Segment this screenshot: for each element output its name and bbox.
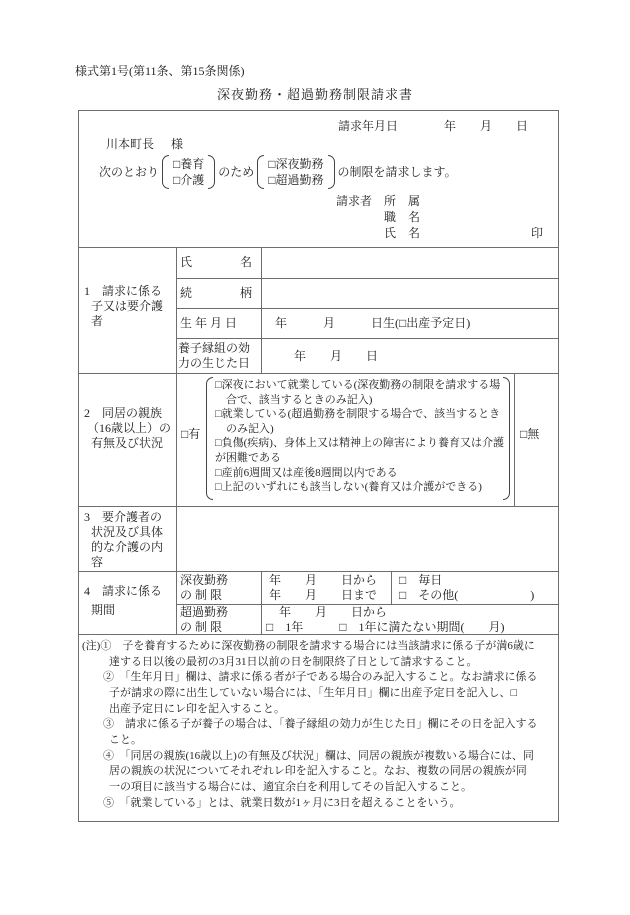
section1-label-line: 子又は要介護 bbox=[91, 299, 164, 313]
overtime-period-from[interactable]: 年 月 日から bbox=[279, 605, 388, 619]
section4-label-line: 期間 bbox=[91, 603, 116, 617]
relationship-input-area[interactable] bbox=[262, 279, 557, 307]
form-body-box bbox=[78, 110, 559, 822]
relative-status-options bbox=[215, 378, 509, 495]
addressee: 川本町長 bbox=[106, 137, 155, 151]
option-working-wrap: のみ記入) bbox=[226, 422, 274, 435]
request-sentence bbox=[99, 155, 457, 189]
birthdate-field-label: 生 年 月 日 bbox=[180, 316, 238, 330]
late-night-period-from[interactable]: 年 月 日から bbox=[269, 573, 378, 587]
late-night-period-to[interactable]: 年 月 日まで bbox=[269, 588, 378, 602]
section1-label-line: 1 請求に係る bbox=[84, 284, 163, 298]
adoption-date-field-label-line: 力の生じた日 bbox=[178, 356, 251, 370]
option-working-checkbox[interactable]: □就業している(超過勤務を制限する場合で、該当するとき bbox=[215, 408, 501, 421]
late-night-limit-label-line: 深夜勤務 bbox=[180, 573, 229, 587]
left-paren-icon bbox=[257, 155, 264, 189]
note-line: ⑤ 「就業している」とは、就業日数が1ヶ月に3日を超えることをいう。 bbox=[103, 797, 461, 809]
note-line: 一の項目に該当する場合には、適宜余白を利用してその旨記入すること。 bbox=[109, 781, 472, 793]
note-line: ② 「生年月日」欄は、請求に係る者が子である場合のみ記入すること。なお請求に係る bbox=[103, 671, 538, 683]
name-field-label: 氏 名 bbox=[180, 255, 253, 269]
restriction-options-group bbox=[257, 155, 334, 189]
right-paren-icon bbox=[328, 155, 335, 189]
section3-label-line: 状況及び具体 bbox=[91, 525, 164, 539]
note-line: 達する日以後の最初の3月31日以前の日を制限終了日として請求すること。 bbox=[109, 656, 478, 668]
frequency-other-checkbox[interactable]: □ その他( ) bbox=[399, 588, 535, 602]
left-paren-icon bbox=[162, 155, 169, 189]
right-paren-icon bbox=[208, 155, 215, 189]
section1-label-line: 者 bbox=[91, 314, 104, 328]
overtime-limit-label-line: 超過勤務 bbox=[180, 605, 229, 619]
addressee-honorific: 様 bbox=[171, 137, 184, 151]
note-line: ④ 「同居の親族(16歳以上)の有無及び状況」欄は、同居の親族が複数いる場合には、同 bbox=[103, 750, 534, 762]
option-none-of-above-checkbox[interactable]: □上記のいずれにも該当しない(養育又は介護ができる) bbox=[215, 481, 482, 494]
late-night-limit-label-line: の 制 限 bbox=[180, 588, 223, 602]
sentence-suffix: の制限を請求します。 bbox=[337, 164, 457, 179]
note-line: ③ 請求に係る子が養子の場合は、「養子縁組の効力が生じた日」欄にその日を記入する bbox=[103, 718, 538, 730]
option-night-working-checkbox[interactable]: □深夜において就業している(深夜勤務の制限を請求する場 bbox=[215, 379, 501, 391]
birthdate-field-value[interactable]: 年 月 日生(□出産予定日) bbox=[275, 316, 471, 330]
divider bbox=[79, 373, 558, 374]
note-line: 居の親族の状況についてそれぞれレ印を記入すること。なお、複数の同居の親族が同 bbox=[109, 765, 527, 777]
section3-label-line: 3 要介護者の bbox=[84, 510, 163, 524]
section2-label-line: 2 同居の親族 bbox=[84, 406, 163, 420]
frequency-daily-checkbox[interactable]: □ 毎日 bbox=[399, 573, 443, 587]
seal-label: 印 bbox=[531, 226, 544, 240]
form-title: 深夜勤務・超過勤務制限請求書 bbox=[216, 87, 413, 102]
restriction-checkbox-late-night[interactable]: □深夜勤務 bbox=[268, 157, 324, 171]
adoption-date-field-label-line: 養子縁組の効 bbox=[178, 341, 251, 355]
divider bbox=[79, 571, 558, 572]
requester-name-label: 氏 名 bbox=[384, 226, 421, 240]
requester-affiliation-label: 請求者 所 属 bbox=[336, 194, 421, 208]
divider bbox=[176, 338, 558, 339]
form-number: 様式第1号(第11条、第15条関係) bbox=[75, 64, 245, 78]
purpose-checkbox-nursing[interactable]: □介護 bbox=[173, 173, 205, 187]
relatives-none-checkbox[interactable]: □無 bbox=[520, 427, 540, 441]
option-injury-checkbox[interactable]: □負傷(疾病)、身体上又は精神上の障害により養育又は介護 bbox=[215, 437, 504, 450]
option-injury-wrap: が困難である bbox=[215, 451, 281, 464]
relationship-field-label: 続 柄 bbox=[180, 286, 253, 300]
request-date-label: 請求年月日 bbox=[338, 119, 399, 133]
divider bbox=[176, 308, 558, 309]
section4-label-line: 4 請求に係る bbox=[84, 584, 163, 598]
note-line: 子が請求の際に出生していない場合には、「生年月日」欄に出産予定日を記入し、□ bbox=[109, 687, 518, 699]
overtime-duration-checkboxes[interactable]: □ 1年 □ 1年に満たない期間( 月) bbox=[266, 620, 505, 634]
purpose-checkbox-childcare[interactable]: □養育 bbox=[173, 157, 205, 171]
overtime-limit-label-line: の 制 限 bbox=[180, 620, 223, 634]
note-line: 出産予定日にレ印を記入すること。 bbox=[109, 703, 285, 715]
note-line: こと。 bbox=[109, 734, 142, 746]
divider bbox=[176, 247, 177, 634]
divider bbox=[261, 571, 262, 634]
section2-label-line: 有無及び状況 bbox=[91, 436, 164, 450]
option-maternity-checkbox[interactable]: □産前6週間又は産後8週間以内である bbox=[215, 466, 398, 479]
divider bbox=[514, 373, 515, 506]
requester-title-label: 職 名 bbox=[384, 210, 421, 224]
restriction-checkbox-overtime[interactable]: □超過勤務 bbox=[268, 173, 324, 187]
section2-label-line: （16歳以上）の bbox=[87, 421, 172, 435]
adoption-date-field-value[interactable]: 年 月 日 bbox=[294, 349, 379, 363]
care-details-input-area[interactable] bbox=[177, 507, 557, 570]
relatives-yes-checkbox[interactable]: □有 bbox=[181, 427, 201, 441]
purpose-options-group bbox=[162, 155, 215, 189]
left-paren-icon bbox=[206, 377, 213, 500]
option-night-working-wrap: 合で、該当するときのみ記入) bbox=[226, 393, 373, 406]
name-input-area[interactable] bbox=[262, 248, 557, 277]
note-line: (注)① 子を養育するために深夜勤務の制限を請求する場合には当該請求に係る子が満6歳に bbox=[82, 640, 535, 652]
sentence-middle: のため bbox=[218, 164, 255, 179]
section3-label-line: 容 bbox=[91, 555, 104, 569]
request-date-value[interactable]: 年 月 日 bbox=[444, 119, 529, 133]
divider bbox=[391, 571, 392, 604]
sentence-prefix: 次のとおり bbox=[99, 164, 160, 179]
section3-label-line: 的な介護の内 bbox=[91, 540, 164, 554]
